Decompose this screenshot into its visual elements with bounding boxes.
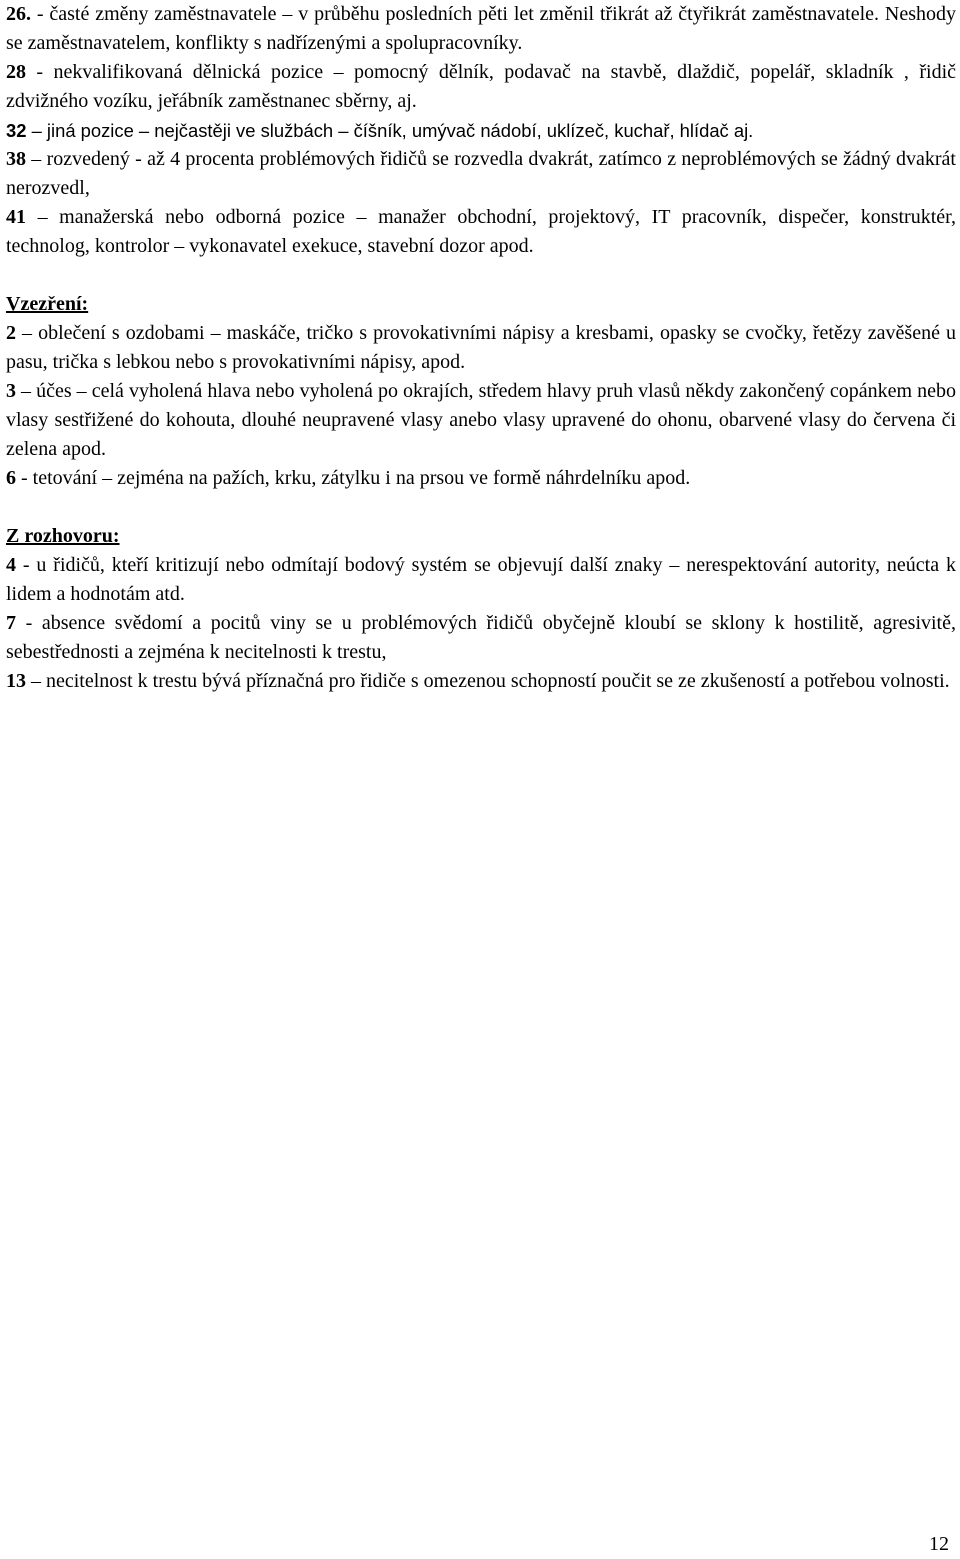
- page-number: 12: [929, 1533, 949, 1555]
- item-number: 26.: [6, 3, 31, 25]
- spacer: [6, 261, 956, 290]
- item-number: 38: [6, 148, 26, 170]
- item-32: [6, 116, 956, 145]
- item-text: - absence svědomí a pocitů viny se u problémových řidičů obyčejně kloubí se sklony k hostilitě, agresivitě, sebestřednosti a zejména k necitelnosti k trestu,: [6, 612, 956, 663]
- item-13: [6, 667, 956, 696]
- item-3: [6, 377, 956, 464]
- spacer: [6, 493, 956, 522]
- item-text: - tetování – zejména na pažích, krku, zátylku i na prsou ve formě náhrdelníku apod.: [16, 467, 691, 489]
- item-number: 2: [6, 322, 16, 344]
- item-28: [6, 58, 956, 116]
- item-text: – rozvedený - až 4 procenta problémových řidičů se rozvedla dvakrát, zatímco z neproblémových se žádný dvakrát nerozvedl,: [6, 148, 956, 199]
- item-text: - časté změny zaměstnavatele – v průběhu posledních pěti let změnil třikrát až čtyřikrát zaměstnavatele. Neshody se zaměstnavatelem, konflikty s nadřízenými a spolupracovníky.: [6, 3, 956, 54]
- item-41: [6, 203, 956, 261]
- item-text: – účes – celá vyholená hlava nebo vyholená po okrajích, středem hlavy pruh vlasů někdy zakončený copánkem nebo vlasy sestřižené do kohouta, dlouhé neupravené vlasy anebo vlasy upravené do ohonu, obarvené vlasy do červena či zelena apod.: [6, 380, 956, 460]
- item-number: 13: [6, 670, 26, 692]
- item-text: – manažerská nebo odborná pozice – manažer obchodní, projektový, IT pracovník, dispečer, konstruktér, technolog, kontrolor – vykonavatel exekuce, stavební dozor apod.: [6, 206, 956, 257]
- item-7: [6, 609, 956, 667]
- item-text: - nekvalifikovaná dělnická pozice – pomocný dělník, podavač na stavbě, dlaždič, popelář, skladník , řidič zdvižného vozíku, jeřábník zaměstnanec sběrny, aj.: [6, 61, 956, 112]
- item-number: 3: [6, 380, 16, 402]
- item-26: [6, 0, 956, 58]
- item-2: [6, 319, 956, 377]
- item-number: 28: [6, 61, 26, 83]
- item-text: – oblečení s ozdobami – maskáče, tričko s provokativními nápisy a kresbami, opasky se cvočky, řetězy zavěšené u pasu, trička s lebkou nebo s provokativními nápisy, apod.: [6, 322, 956, 373]
- item-number: 7: [6, 612, 16, 634]
- item-38: [6, 145, 956, 203]
- item-number: 6: [6, 467, 16, 489]
- item-text: – necitelnost k trestu bývá příznačná pro řidiče s omezenou schopností poučit se ze zkušeností a potřebou volnosti.: [26, 670, 950, 692]
- section-heading-vzezreni: Vzezření:: [6, 293, 89, 315]
- item-number: 41: [6, 206, 26, 228]
- item-text: - u řidičů, kteří kritizují nebo odmítají bodový systém se objevují další znaky – nerespektování autority, neúcta k lidem a hodnotám atd.: [6, 554, 956, 605]
- item-number: 32: [6, 120, 27, 141]
- item-text: – jiná pozice – nejčastěji ve službách – číšník, umývač nádobí, uklízeč, kuchař, hlídač aj.: [26, 120, 754, 141]
- item-6: [6, 464, 956, 493]
- item-number: 4: [6, 554, 16, 576]
- document-page: [6, 0, 956, 696]
- item-4: [6, 551, 956, 609]
- section-heading-rozhovor: Z rozhovoru:: [6, 525, 120, 547]
